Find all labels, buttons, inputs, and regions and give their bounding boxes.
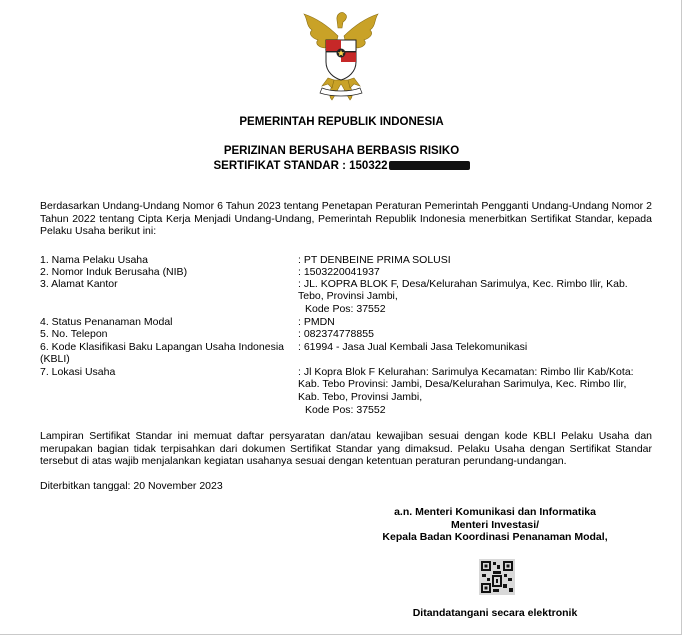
field-value-location-postal: Kode Pos: 37552 <box>305 404 386 416</box>
field-label-nib: 2. Nomor Induk Berusaha (NIB) <box>40 266 188 278</box>
certificate-number-label: SERTIFIKAT STANDAR : 150322 <box>213 160 388 172</box>
field-value-status: : PMDN <box>298 316 335 328</box>
signatory-line-3: Kepala Badan Koordinasi Penanaman Modal, <box>382 531 608 543</box>
signatory-line-2: Menteri Investasi/ <box>450 519 540 531</box>
field-label-location: 7. Lokasi Usaha <box>40 366 116 378</box>
qr-code-icon <box>479 559 515 595</box>
field-value-location: : Jl Kopra Blok F Kelurahan: Sarimulya Kecamatan: Rimbo Ilir Kab/Kota: Kab. Tebo Provinsi: Jambi, Desa/Kelurahan Sarimulya, Kec. Rimbo Ilir, Kab. Tebo, Provinsi Jambi, <box>298 366 634 403</box>
field-label-phone: 5. No. Telepon <box>40 328 108 340</box>
garuda-emblem-icon <box>298 6 384 104</box>
field-value-address-postal: Kode Pos: 37552 <box>305 303 386 315</box>
field-value-name: : PT DENBEINE PRIMA SOLUSI <box>298 254 451 266</box>
attachment-note: Lampiran Sertifikat Standar ini memuat daftar persyaratan dan/atau kewajiban sesuai dengan kode KBLI Pelaku Usaha dan merupakan bagian tidak terpisahkan dari dokumen Sertifikat Standar yang dimaksud. Pelaku Usaha dengan Sertifikat Standar tersebut di atas wajib menjalankan kegiatan usahanya sesuai dengan ketentuan peraturan perundang-undangan. <box>40 430 652 468</box>
redacted-number-block <box>389 161 470 170</box>
permit-type-title: PERIZINAN BERUSAHA BERBASIS RISIKO <box>223 145 460 157</box>
field-value-phone: : 082374778855 <box>298 328 374 340</box>
certificate-number <box>0 160 683 172</box>
field-label-status: 4. Status Penanaman Modal <box>40 316 173 328</box>
electronic-signature-note: Ditandatangani secara elektronik <box>412 607 578 619</box>
signatory-line-1: a.n. Menteri Komunikasi dan Informatika <box>394 506 596 518</box>
government-title: PEMERINTAH REPUBLIK INDONESIA <box>239 116 444 128</box>
field-label-kbli: 6. Kode Klasifikasi Baku Lapangan Usaha Indonesia (KBLI) <box>40 341 285 366</box>
intro-paragraph: Berdasarkan Undang-Undang Nomor 6 Tahun 2023 tentang Penetapan Peraturan Pemerintah Pengganti Undang-Undang Nomor 2 Tahun 2022 tentang Cipta Kerja Menjadi Undang-Undang, Pemerintah Republik Indonesia menerbitkan Sertifikat Standar, kepada Pelaku Usaha berikut ini: <box>40 200 652 238</box>
field-label-name: 1. Nama Pelaku Usaha <box>40 254 148 266</box>
field-value-kbli: : 61994 - Jasa Jual Kembali Jasa Telekomunikasi <box>298 341 528 353</box>
field-label-address: 3. Alamat Kantor <box>40 278 118 290</box>
issued-date: Diterbitkan tanggal: 20 November 2023 <box>40 480 223 492</box>
field-value-address: : JL. KOPRA BLOK F, Desa/Kelurahan Sarimulya, Kec. Rimbo Ilir, Kab. Tebo, Provinsi Jambi, <box>298 278 628 303</box>
field-value-nib: : 1503220041937 <box>298 266 380 278</box>
